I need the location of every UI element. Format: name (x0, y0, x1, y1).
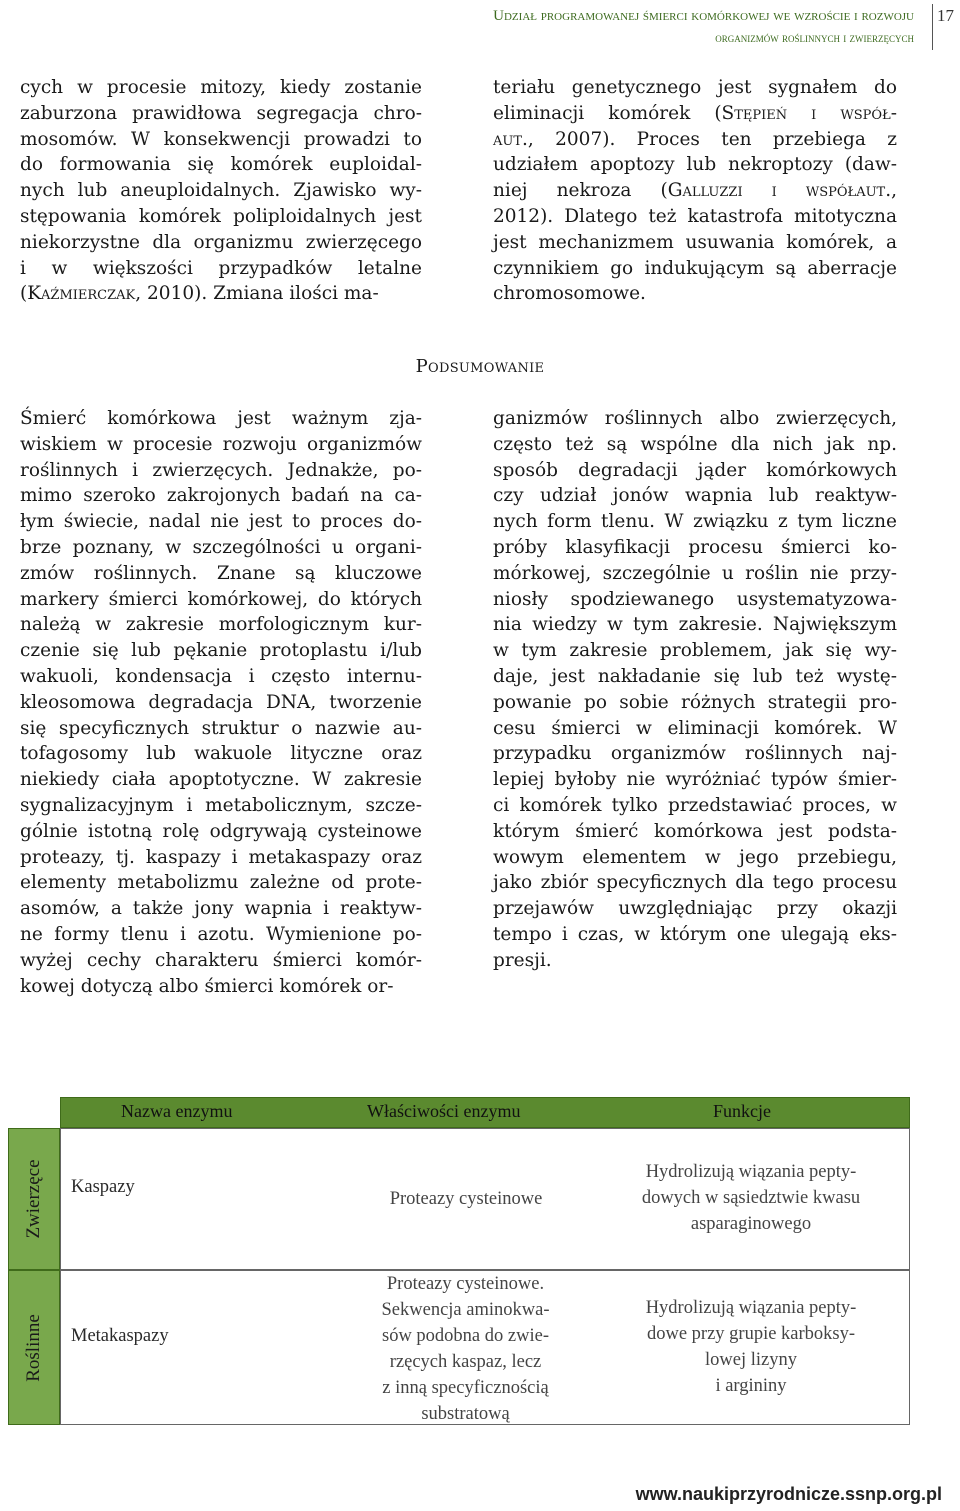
text-line: ganizmów roślinnych albo zwierzęcych, (493, 408, 897, 429)
citation-author: Kaźmierczak (27, 283, 136, 305)
cell-line: z inną specyficznością (382, 1378, 549, 1398)
text-line: często też są wspólne dla nich jak np. (493, 433, 897, 455)
enzyme-functions (601, 1159, 901, 1237)
text-line: lepiej byłoby nie wyróżniać typów śmier- (493, 769, 897, 791)
text-line: elementy metabolizmu zależne od prote- (20, 872, 422, 894)
section-title: Podsumowanie (415, 356, 545, 377)
text-line: nia wiedzy w tym zakresie. Największym (493, 614, 897, 636)
text-line: cych w procesie mitozy, kiedy zostanie (20, 77, 422, 98)
text-line: czy udział jonów wapnia lub reaktyw- (493, 485, 897, 507)
text-line: nych lub aneuploidalnych. Zjawisko wy- (20, 180, 422, 202)
bottom-left-column (20, 406, 422, 999)
cell-line: Sekwencja aminokwa- (381, 1300, 550, 1320)
row-group-animal (8, 1128, 60, 1270)
cell-line: lowej lizyny (705, 1350, 797, 1370)
text-fragment: niej nekroza ( (493, 180, 668, 202)
header-functions: Funkcje (713, 1101, 771, 1121)
header-enzyme-properties: Właściwości enzymu (367, 1101, 521, 1121)
page-header (0, 4, 960, 50)
text-line: do formowania się komórek euploidal- (20, 154, 422, 176)
text-line: należą w zakresie morfologicznym kur- (20, 614, 422, 636)
text-line (493, 178, 897, 204)
text-line: presji. (493, 949, 552, 971)
text-line (493, 101, 897, 127)
text-line: sygnalizacyjnym i metabolicznym, szcze- (20, 794, 422, 816)
text-line: sposób degradacji jąder komórkowych (493, 459, 897, 481)
text-line: wakuoli, kondensacja i często internu- (20, 665, 422, 687)
text-line: przejawów uwzględniając przy okazji (493, 898, 897, 920)
row-group-plant (8, 1270, 60, 1425)
top-left-column (20, 75, 422, 307)
text-line: chromosomowe. (493, 283, 646, 305)
table-row (60, 1270, 910, 1425)
text-line: jako zbiór specyficznych dla tego procesu (493, 872, 897, 894)
text-line: jest mechanizmem usuwania komórek, a (493, 231, 897, 253)
text-fragment: , 2010). Zmiana ilości ma- (135, 283, 379, 305)
text-line: tofagosomy lub wakuole lityczne oraz (20, 743, 422, 765)
text-line: stępowania komórek poliploidalnych jest (20, 205, 422, 227)
text-line: niekiedy ciała apoptotyczne. W zakresie (20, 769, 422, 791)
group-label-plant: Roślinne (23, 1313, 44, 1382)
cell-line: dowe przy grupie karboksy- (646, 1324, 856, 1344)
text-fragment: , (891, 180, 897, 202)
text-line: którym śmierć komórkowa jest podsta- (493, 820, 897, 842)
text-line: przypadku organizmów roślinnych naj- (493, 743, 897, 765)
text-line: kowej dotyczą albo śmierci komórek or- (20, 975, 394, 997)
enzyme-functions (601, 1295, 901, 1399)
text-line: cesu śmierci w eliminacji komórek. W (493, 717, 897, 739)
text-line: wiskiem w procesie rozwoju organizmów (20, 433, 422, 455)
text-line: czynnikiem go indukującym są aberracje (493, 257, 897, 279)
text-line (493, 127, 897, 153)
cell-line: asparaginowego (690, 1214, 812, 1234)
citation-author: Galluzzi i współaut. (667, 180, 892, 202)
text-line: mimo szeroko zakrojonych badań na ca- (20, 485, 422, 507)
table-row (60, 1128, 910, 1270)
text-line: ci komórek tylko przedstawiać proces, w (493, 794, 897, 816)
text-line: gólnie istotną rolę odgrywają cysteinowe (20, 820, 422, 842)
text-line: teriału genetycznego jest sygnałem do (493, 77, 897, 98)
header-divider (932, 4, 933, 50)
text-line: wyżej cechy charakteru śmierci komór- (20, 949, 422, 971)
text-line: zmów roślinnych. Znane są kluczowe (20, 562, 422, 584)
text-line: powanie po sobie różnych strategii pro- (493, 691, 897, 713)
text-line: i w większości przypadków letalne (20, 257, 422, 279)
text-line: mosomów. W konsekwencji prowadzi to (20, 128, 422, 150)
text-line: roślinnych i zwierzęcych. Jednakże, po- (20, 459, 422, 481)
text-line: zaburzona prawidłowa segregacja chro- (20, 102, 422, 124)
text-line: markery śmierci komórkowej, do których (20, 588, 422, 610)
text-fragment: , 2007). Proces ten przebiega z (527, 128, 897, 150)
cell-line: Proteazy cysteinowe. (386, 1274, 545, 1294)
text-line: daje, jest nakładanie się lub też wystę- (493, 665, 897, 687)
text-line: 2012). Dlatego też katastrofa mitotyczna (493, 205, 897, 227)
citation-author: aut. (493, 128, 528, 150)
text-line: brze poznany, w szczególności u organi- (20, 536, 422, 558)
cell-line: Hydrolizują wiązania pepty- (645, 1162, 857, 1182)
text-line: czenie się lub pękanie protoplastu i/lub (20, 640, 422, 662)
text-line: tempo i czas, w którym one ulegają eks- (493, 923, 897, 945)
text-fragment: ( (20, 283, 28, 305)
running-title-line1: Udział programowanej śmierci komórkowej we wzroście i rozwoju (493, 8, 914, 24)
text-line: się specyficznych struktur o nazwie au- (20, 717, 422, 739)
text-line: nych form tlenu. W związku z tym liczne (493, 511, 897, 533)
cell-line: i argininy (715, 1376, 787, 1396)
text-line: wowym elementem w jego przebiegu, (493, 846, 897, 868)
group-label-animal: Zwierzęce (23, 1159, 44, 1239)
running-title-line2: organizmów roślinnych i zwierzęcych (715, 30, 914, 45)
citation-author: Stępień i współ- (721, 102, 897, 124)
text-line: mórkowej, szczególnie u roślin nie przy- (493, 562, 897, 584)
enzyme-properties (343, 1271, 588, 1427)
cell-line: Proteazy cysteinowe (389, 1189, 543, 1209)
enzyme-name: Metakaspazy (71, 1326, 169, 1346)
text-line: niekorzystne dla organizmu zwierzęcego (20, 231, 422, 253)
cell-line: rzęcych kaspaz, lecz (389, 1352, 542, 1372)
text-line: proteazy, tj. kaspazy i metakaspazy oraz (20, 846, 422, 868)
enzyme-properties (351, 1186, 581, 1212)
page-number: 17 (937, 6, 954, 25)
text-line: asomów, a także jony wapnia i reaktyw- (20, 898, 422, 920)
text-line: w tym zakresie problemem, jak się wy- (493, 640, 897, 662)
text-line: łym świecie, nadal nie jest to proces do- (20, 511, 422, 533)
top-right-column (493, 75, 897, 307)
text-line: kleosomowa degradacja DNA, tworzenie (20, 691, 422, 713)
text-line: ne formy tlenu i azotu. Wymienione po- (20, 923, 422, 945)
table-header-row (60, 1097, 910, 1128)
cell-line: substratową (421, 1404, 510, 1424)
footer-url: www.naukiprzyrodnicze.ssnp.org.pl (635, 1484, 942, 1504)
cell-line: dowych w sąsiedztwie kwasu (641, 1188, 861, 1208)
cell-line: sów podobna do zwie- (382, 1326, 549, 1346)
text-line: udziałem apoptozy lub nekroptozy (daw- (493, 154, 897, 176)
text-line: Śmierć komórkowa jest ważnym zja- (20, 408, 422, 429)
header-enzyme-name: Nazwa enzymu (121, 1101, 233, 1121)
running-title (493, 6, 914, 48)
text-line: niosły spodziewanego usystematyzowa- (493, 588, 897, 610)
enzyme-table (8, 1097, 910, 1425)
bottom-right-column (493, 406, 897, 974)
text-line: próby klasyfikacji procesu śmierci ko- (493, 536, 897, 558)
cell-line: Hydrolizują wiązania pepty- (645, 1298, 857, 1318)
text-fragment: eliminacji komórek ( (493, 102, 722, 124)
enzyme-name: Kaspazy (71, 1177, 135, 1197)
text-line (20, 281, 422, 307)
